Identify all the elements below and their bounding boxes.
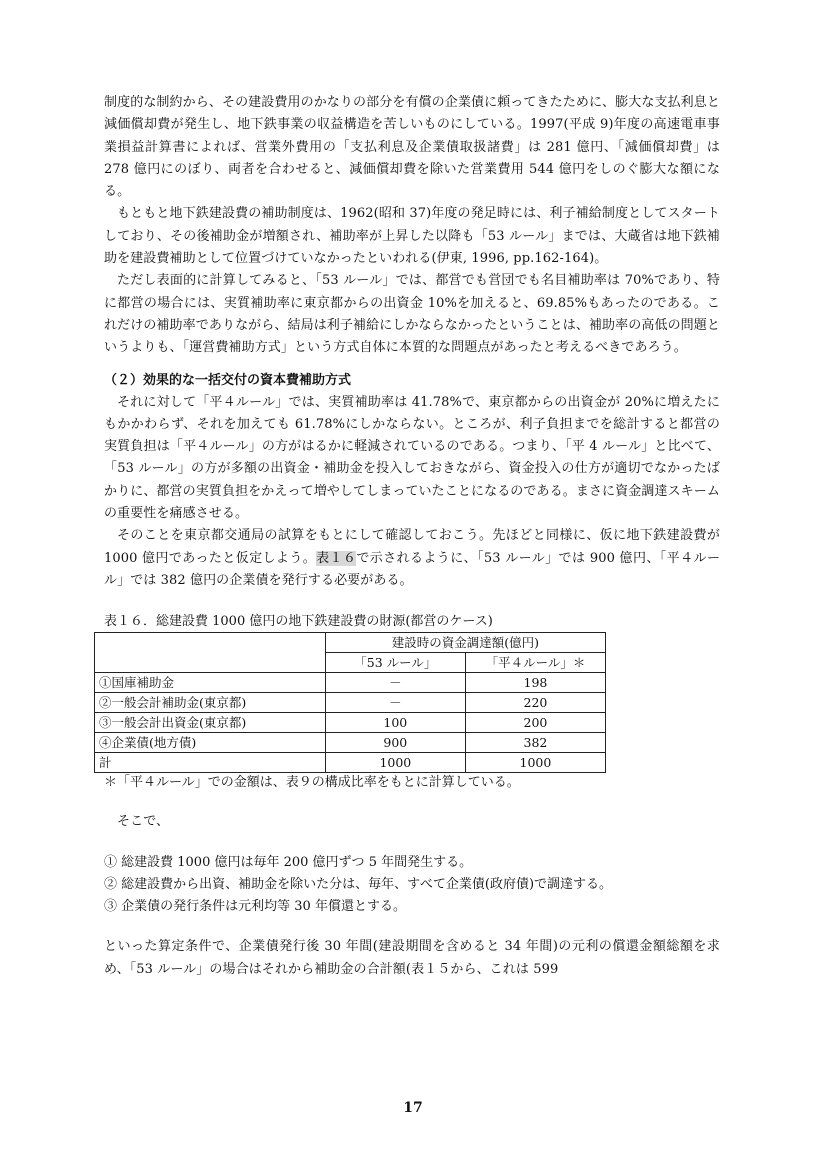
table-row-label: 計: [95, 753, 326, 773]
table-row: [95, 693, 606, 713]
paragraph-4: それに対して「平４ルール」では、実質補助率は 41.78%で、東京都からの出資金が 20%に増えたにもかかわらず、それを加えても 61.78%にしかならない。ところが、利子負担までを総計すると都営の実質負担は「平４ルール」の方がはるかに軽減されているのである。つまり、「平 4 ルール」と比べて、「53 ルール」の方が多額の出資金・補助金を投入しておきながら、資金投入の仕方が適切でなかったばかりに、都営の実質負担をかえって増やしてしまっていたことになるのである。まさに資金調達スキームの重要性を痛感させる。: [104, 394, 720, 522]
table-header-row: [95, 633, 606, 653]
table-note: ＊「平４ルール」での金額は、表９の構成比率をもとに計算している。: [104, 775, 520, 791]
section-heading: （２）効果的な一括交付の資本費補助方式: [104, 372, 352, 388]
table-cell: －: [325, 673, 465, 693]
table-reference-link[interactable]: 表１６: [316, 550, 357, 566]
paragraph-3: ただし表面的に計算してみると、「53 ルール」では、都営でも営団でも名目補助率は 70%であり、特に都営の場合には、実質補助率に東京都からの出資金 10%を加えると、69.85%もあったのである。これだけの補助率でありながら、結局は利子補給にしかならなかったということは、補助率の高低の問題というよりも、「運営費補助方式」という方式自体に本質的な問題点があったと考えるべきであろう。: [104, 273, 720, 356]
table-cell: 1000: [325, 753, 465, 773]
table-cell: 220: [465, 693, 605, 713]
page-body: [99, 92, 720, 981]
table-row: [95, 673, 606, 693]
table-total-row: [95, 753, 606, 773]
paragraph-5: [104, 525, 720, 592]
table-row-label: ②一般会計補助金(東京都): [95, 693, 326, 713]
paragraph-1: 制度的な制約から、その建設費用のかなりの部分を有償の企業債に頼ってきたために、膨大な支払利息と減価償却費が発生し、地下鉄事業の収益構造を苦しいものにしている。1997(平成 9)年度の高速電車事業損益計算書によれば、営業外費用の「支払利息及企業債取扱諸費」は 281 億円、「減価償却費」は 278 億円にのぼり、両者を合わせると、減価償却費を除いた営業費用 544 億円をしのぐ膨大な額になる。: [104, 95, 720, 200]
table-cell: 100: [325, 713, 465, 733]
table-row-label: ③一般会計出資金(東京都): [95, 713, 326, 733]
funding-table: [94, 632, 606, 773]
table-row: [95, 733, 606, 753]
table-caption: 表１６．総建設費 1000 億円の地下鉄建設費の財源(都営のケース): [104, 614, 493, 630]
paragraph-5-before: そのことを東京都交通局の試算をもとにして確認しておこう。先ほどと同様に、仮に地下鉄建設費が 1000 億円であったと仮定しよう。: [104, 528, 720, 566]
condition-item: ① 総建設費 1000 億円は毎年 200 億円ずつ 5 年間発生する。: [104, 854, 473, 870]
paragraph-2: もともと地下鉄建設費の補助制度は、1962(昭和 37)年度の発足時には、利子補給制度としてスタートしており、その後補助金が増額され、補助率が上昇した以降も「53 ルール」までは、大蔵省は地下鉄補助を建設費補助として位置づけていなかったといわれる(伊東, 1996, pp.162-164)。: [104, 206, 720, 267]
condition-item: ② 総建設費から出資、補助金を除いた分は、毎年、すべて企業債(政府債)で調達する。: [104, 876, 613, 892]
paragraph-5-after: で示されるように、「53 ルール」では 900 億円、「平４ルール」では 382 億円の企業債を発行する必要がある。: [104, 550, 720, 588]
table-cell: 198: [465, 673, 605, 693]
table-cell: 382: [465, 733, 605, 753]
table-cell: －: [325, 693, 465, 713]
table-cell: 1000: [465, 753, 605, 773]
table-row-label: ④企業債(地方債): [95, 733, 326, 753]
table-col-header-53: 「53 ルール」: [325, 653, 465, 673]
table-row: [95, 713, 606, 733]
table-row-label: ①国庫補助金: [95, 673, 326, 693]
table-cell: 900: [325, 733, 465, 753]
table-cell: 200: [465, 713, 605, 733]
page-number: 17: [403, 1100, 423, 1116]
table-corner-cell: [95, 633, 326, 673]
lead-text: そこで、: [117, 814, 170, 830]
closing-paragraph: といった算定条件で、企業債発行後 30 年間(建設期間を含めると 34 年間)の元利の償還金額総額を求め、「53 ルール」の場合はそれから補助金の合計額(表１５から、これは 599: [104, 939, 720, 977]
table-group-header: 建設時の資金調達額(億円): [325, 633, 605, 653]
table-col-header-h4: 「平４ルール」＊: [465, 653, 605, 673]
condition-item: ③ 企業債の発行条件は元利均等 30 年償還とする。: [104, 899, 406, 915]
